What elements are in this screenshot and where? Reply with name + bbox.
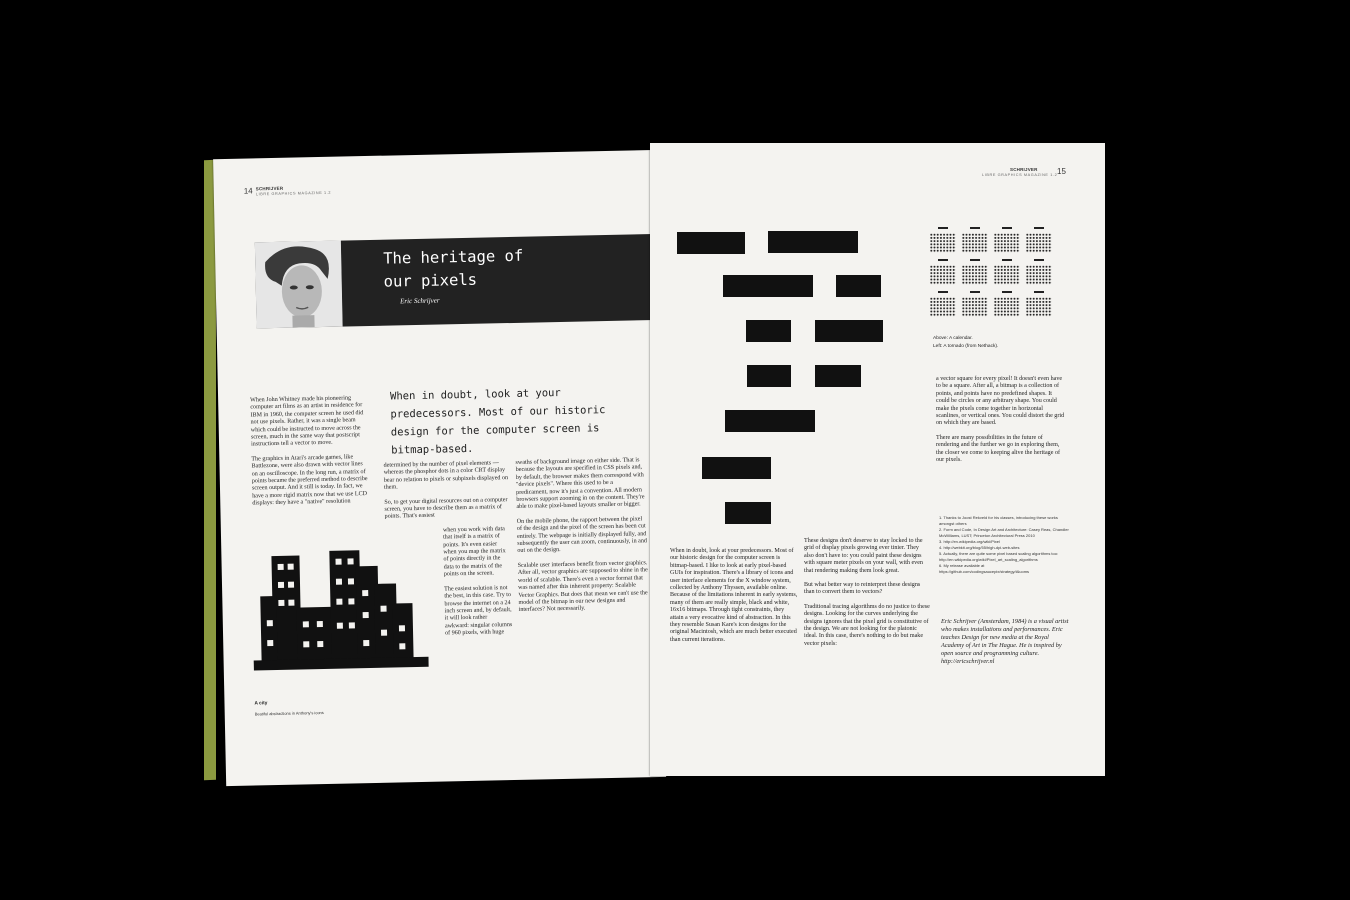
paragraph: The easiest solution is not the best, in this case. Try to browse the internet on a 24 inch screen and, by default, it will look rather awkward: singular columns of 960 pixels, with huge [444,584,513,637]
magazine-subtitle: LIBRE GRAPHICS MAGAZINE 1.2 [255,190,332,197]
calendar-caption: Above: A calendar. [933,336,973,341]
paragraph: But what better way to reinterpret these designs than to convert them to vectors? [804,582,921,596]
paragraph: When John Whitney made his pioneering computer art films as an artist in residence for IBM in 1960, the computer screen he used did not use pixels. Rather, it was a single beam which could be instructed to move across the screen, much in the same way that postscript instructions tell a vector to move. [250,395,364,448]
paragraph: swaths of background image on either side. That is because the layouts are specified in CSS pixels and, by default, the browser makes them correspond with "device pixels". Where this used to be a predicament, now it's just a convention. All modern browsers support zooming in on the content. They're able to make pixel-based layouts smaller or bigger. [515,457,645,511]
footnote: 1. Thanks to Joost Rekveld for his classes, introducing these works amongst others [939,515,1058,526]
pull-quote-line: bitmap-based. [391,442,474,457]
city-caption-sub: Beatiful abstractions in Anthony's icons [254,710,324,717]
paragraph: Scalable user interfaces benefit from vector graphics. After all, vector graphics are supposed to shine in the world of scalable. There's even a vector format that was named after this inherent property: Scalable Vector Graphics. But does that mean we can't use the model of the bitmap in our new designs and interfaces? Not necessarily. [517,560,648,614]
pull-quote-line: When in doubt, look at your [389,386,561,403]
author-name: Eric Schrijver [400,296,440,306]
tornado-caption: Left: A tornado (from Nethack). [933,344,999,349]
magazine-name: SCHRIJVER [1010,167,1038,172]
paragraph: a vector square for every pixel! It doesn't even have to be a square. After all, a bitmap is a collection of points, and points have no predefined shapes. It could be circles or any arbitrary shape. You could make the pixels come together in horizontal scanlines, or vertical ones. You could distort the grid on which they are based. [936,376,1065,427]
left-column-2 [383,460,513,646]
magazine-name: SCHRIJVER [255,185,284,192]
title-line-1: The heritage of [383,246,524,268]
paragraph: Traditional tracing algorithms do no justice to these designs. Looking for the curves underlying the designs ignores that the pixel grid is constitutive of the design. We are not looking for the platonic ideal. In this case, there's nothing to do but make vector pixels: [804,603,930,647]
paragraph: determined by the number of pixel elements — whereas the phosphor dots in a color CRT display bear no relation to pixels or subpixels displayed on them. [383,460,509,491]
footnote: 4. http://webkit.org/blog/55/high-dpi-web-sites [939,545,1020,550]
page-number: 14 [243,186,253,196]
paragraph: When in doubt, look at your predecessors. Most of our historic design for the computer screen is bitmap-based. I like to look at early pixel-based GUIs for inspiration. There's a library of icons and user interface elements for the X window system, collected by Anthony Thyssen, available online. Because of the limitations inherent in early systems, many of them are really simple, black and white, 16x16 bitmaps. Through tight constraints, they attain a very evocative kind of abstraction. In this they resemble Susan Kare's icon designs for the original Macintosh, which are much better executed than current iterations. [670,548,798,643]
paragraph: There are many possibilities in the future of rendering and the further we go in exploring them, the closer we come to keeping alive the heritage of our pixels. [936,434,1061,464]
right-page [650,143,1105,776]
left-page [213,150,666,786]
city-caption-title: A city [254,701,268,707]
page-number: 15 [1057,167,1066,176]
author-bio: Eric Schrijver (Amsterdam, 1984) is a visual artist who makes installations and performances. Eric teaches Design for new media at the Royal Academy of Art in The Hague. He is inspired by open source and programming culture. http://ericschrijver.nl [941,618,1069,665]
magazine-subtitle: LIBRE GRAPHICS MAGAZINE 1.2 [982,173,1058,177]
footnotes [939,515,1069,575]
footnote: http://en.wikipedia.org/wiki/Pixel_art_scaling_algorithms [939,557,1038,562]
footnote: 5. Actually, there are quite some pixel based scaling algorithms too: [939,551,1059,556]
author-portrait [255,241,343,329]
right-column-1 [670,548,798,651]
footnote: 3. http://en.wikipedia.org/wiki/Pixel [939,539,1000,544]
paragraph: when you work with data that itself is a matrix of points. It's even easier when you map the matrix of points directly in the data to the matrix of the points on the screen. [442,526,506,578]
title-banner [255,234,655,328]
article-title [383,245,524,294]
paragraph: So, to get your digital resources out on a computer screen, you have to describe them as a matrix of points. That's easiest [384,496,508,521]
right-column-2 [804,538,930,655]
paragraph: On the mobile phone, the rapport between the pixel of the design and the pixel of the screen has been cut entirely. The webpage is initially displayed fully, and subsequently the user can zoom, continuously, in and out on the design. [516,516,648,555]
pull-quote-line: predecessors. Most of our historic [390,404,606,421]
pull-quote [390,383,606,459]
paragraph: These designs don't deserve to stay locked to the grid of display pixels growing ever tinier. They also don't have to: you could paint these designs with square meter pixels on your wall, with even that rendering making them look great. [804,538,923,574]
calendar-illustration [930,227,1052,321]
footnote: 6. My release available at [939,563,985,568]
title-line-2: our pixels [383,270,478,291]
paragraph: The graphics in Atari's arcade games, like Battlezone, were also drawn with vector lines on an oscilloscope. In the long run, a matrix of points became the preferred method to describe screen output. And it still is today. In fact, we have a more rigid matrix now that we use LCD displays: they have a "native" resolution [251,454,368,507]
pull-quote-line: design for the computer screen is [390,422,600,439]
footnote: https://github.com/codingsaucepix/strategy/Aluoms [939,569,1030,574]
right-column-3 [936,376,1066,471]
left-column-3 [515,457,648,621]
left-column-1 [250,395,370,515]
footnote: 2. Form and Code, In Design Art and Architecture: Casey Reas, Chandler McWilliams, LUST; Princeton Architectural Press 2010 [939,527,1069,538]
